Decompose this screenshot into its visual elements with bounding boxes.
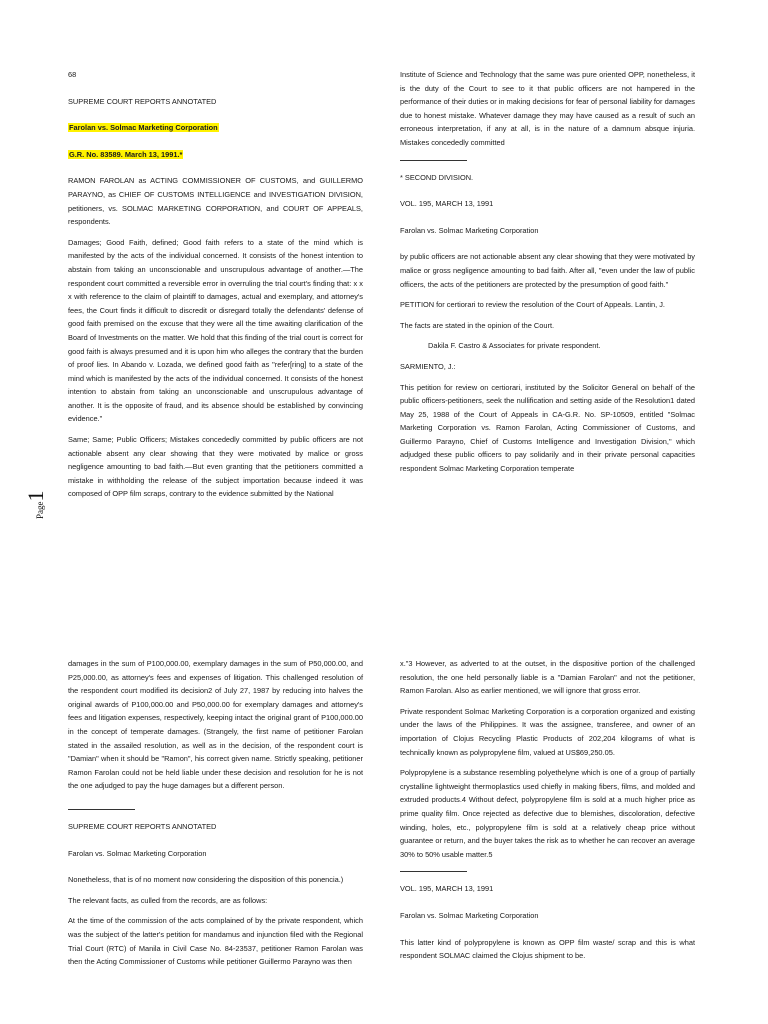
- continuation-text: Institute of Science and Technology that the same was pure oriented OPP, nonetheless, it is the duty of the Court to see to it that public officers are not hampered in the performance of their duties or in making decisions for fear of personal liability for damages due to honest mistake. Whatever damage they may have caused as a result of such an erroneous interpretation, if any at all, is in the nature of a damnum absque injuria. Mistakes concededly committed: [400, 70, 695, 147]
- paragraph-3: This latter kind of polypropylene is known as OPP film waste/ scrap and this is what respondent SOLMAC claimed the Clojus shipment to be.: [400, 937, 695, 961]
- footnote-divider: [400, 160, 467, 161]
- section-divider: [68, 809, 135, 810]
- parties: RAMON FAROLAN as ACTING COMMISSIONER OF CUSTOMS, and GUILLERMO PARAYNO, as CHIEF OF CUSTOMS INTELLIGENCE and INVESTIGATION DIVISION, petitioners, vs. SOLMAC MARKETING CORPORATION, and COURT OF APPEALS, respondents.: [68, 176, 363, 227]
- continuation-text: x."3 However, as adverted to at the outset, in the dispositive portion of the challenged resolution, the one held personally liable is a "Damian Farolan" and not the petitioner, Ramon Farolan. Also as earlier mentioned, we will ignore that gross error.: [400, 659, 695, 696]
- paragraph-2: The relevant facts, as culled from the records, are as follows:: [68, 895, 268, 905]
- column-top-right: [400, 68, 695, 483]
- paragraph-3: At the time of the commission of the acts complained of by the private respondent, which was the subject of the latter's petition for mandamus and injunction filed with the Regional Trial Court (RTC) of Manila in Civil Case No. 84-23537, petitioner Ramon Farolan was then the Acting Commissioner of Customs while petitioner Guillermo Parayno was then: [68, 916, 363, 967]
- ponente: SARMIENTO, J.:: [400, 361, 456, 371]
- paragraph-2: Polypropylene is a substance resembling polyethelyne which is one of a group of partially crystalline lightweight thermoplastics used chiefly in making fibers, films, and molded and extruded products.4 Without defect, polypropylene film is sold at a much higher price as prime quality film. Once rejected as defective due to blemishes, discoloration, defective winding, holes, etc., polypropylene film is sold at a relatively cheap price without guarantee or return, and the buyer takes the risk as to whether he can recover an average 30% to 50% usable matter.5: [400, 768, 695, 859]
- gr-number: G.R. No. 83589. March 13, 1991.*: [69, 149, 183, 159]
- syllabus-1: Damages; Good Faith, defined; Good faith refers to a state of the mind which is manifested by the acts of the individual concerned. It consists of the honest intention to abstain from taking an unconscionable and unscrupulous advantage of another.—The respondent court committed a reversible error in overruling the trial court's finding that: x x x with reference to the claim of plaintiff to damages, actual and exemplary, and attorney's fees, the Court finds it difficult to discredit or disregard totally the defendants' defense of good faith premised on the excuse that they were all the time awaiting clarification of the Board of Investments on the matter. We hold that this finding of the trial court is correct for good faith is always presumed and it is upon him who alleges the contrary that the burden of proof lies. In Abando v. Lozada, we defined good faith as "refer[ring] to a state of the mind which is manifested by the acts of the individual concerned. It consists of the honest intention to abstain from taking an unconscionable and unscrupulous advantage of another. It is the opposite of fraud, and its absence should be established by convincing evidence.": [68, 237, 363, 424]
- page-no: 68: [68, 70, 77, 79]
- running-head: SUPREME COURT REPORTS ANNOTATED: [68, 821, 217, 831]
- opening-paragraph: This petition for review on certiorari, instituted by the Solicitor General on behalf of the public officers-petitioners, seek the nullification and setting aside of the Resolution1 dated May 25, 1988 of the Court of Appeals in CA-G.R. No. SP-10509, entitled "Solmac Marketing Corporation vs. Ramon Farolan, Acting Commissioner of Customs, and Guillermo Parayno, Chief of Customs Intelligence and Investigation Division," which adjudged these public officers to pay solidarily and in their private personal capacities respondent Solmac Marketing Corporation temperate: [400, 382, 695, 474]
- volume-head: VOL. 195, MARCH 13, 1991: [400, 884, 494, 894]
- section-divider: [400, 871, 467, 872]
- syllabus-2: Same; Same; Public Officers; Mistakes concededly committed by public officers are not actionable absent any clear showing that they were motivated by malice or gross negligence amounting to bad faith.—But even granting that the petitioners committed a mistake in withholding the release of the subject importation because indeed it was composed of OPP film scraps, contrary to the evidence submitted by the National: [68, 435, 363, 499]
- case-title: Farolan vs. Solmac Marketing Corporation: [69, 123, 218, 133]
- continuation-text: damages in the sum of P100,000.00, exemplary damages in the sum of P50,000.00, and P25,000.00, as attorney's fees and expenses of litigation. This challenged resolution of the respondent court modified its decision2 of July 27, 1987 by reducing into halves the original awards of P100,000.00 and P50,000.00 for exemplary damages and attorney's fees and litigation expenses, respectively, keeping intact the original grant of P100,000.00 in the concept of temperate damages. (Strangely, the first name of petitioner Farolan stated in the assailed resolution, as well as in the decision, of the respondent court is "Damian" when it should be "Ramon", his correct given name. Strictly speaking, petitioner Ramon Farolan could not be held liable under these decision and resolution for he is not the one adjudged to pay the huge damages but a different person.: [68, 659, 363, 791]
- case-head: Farolan vs. Solmac Marketing Corporation: [400, 225, 539, 235]
- running-head: SUPREME COURT REPORTS ANNOTATED: [68, 96, 217, 106]
- continuation-text-2: by public officers are not actionable absent any clear showing that they were motivated by malice or gross negligence amounting to bad faith. After all, "even under the law of public officers, the acts of the petitioners are protected by the presumption of good faith.": [400, 252, 695, 289]
- column-top-left: [68, 68, 363, 508]
- column-bottom-left: [68, 657, 363, 976]
- column-bottom-right: [400, 657, 695, 970]
- counsel-line: Dakila F. Castro & Associates for private respondent.: [428, 341, 601, 351]
- facts-line: The facts are stated in the opinion of the Court.: [400, 320, 555, 330]
- paragraph-1: Nonetheless, that is of no moment now considering the disposition of this ponencia.): [68, 875, 344, 885]
- volume-head: VOL. 195, MARCH 13, 1991: [400, 199, 494, 209]
- footnote: * SECOND DIVISION.: [400, 172, 474, 182]
- petition-line: PETITION for certiorari to review the resolution of the Court of Appeals. Lantin, J.: [400, 300, 665, 310]
- page-marker-word: Page: [35, 501, 45, 519]
- case-head: Farolan vs. Solmac Marketing Corporation: [68, 848, 207, 858]
- page-marker-number: 1: [23, 490, 48, 502]
- case-head: Farolan vs. Solmac Marketing Corporation: [400, 910, 539, 920]
- page-number-marker: [23, 489, 63, 519]
- paragraph-1: Private respondent Solmac Marketing Corporation is a corporation organized and existing under the laws of the Philippines. It was the assignee, transferee, and owner of an importation of Clojus Recycling Plastic Products of 202,204 kilograms of what is technically known as polypropylene film, valued at US$69,250.05.: [400, 706, 695, 757]
